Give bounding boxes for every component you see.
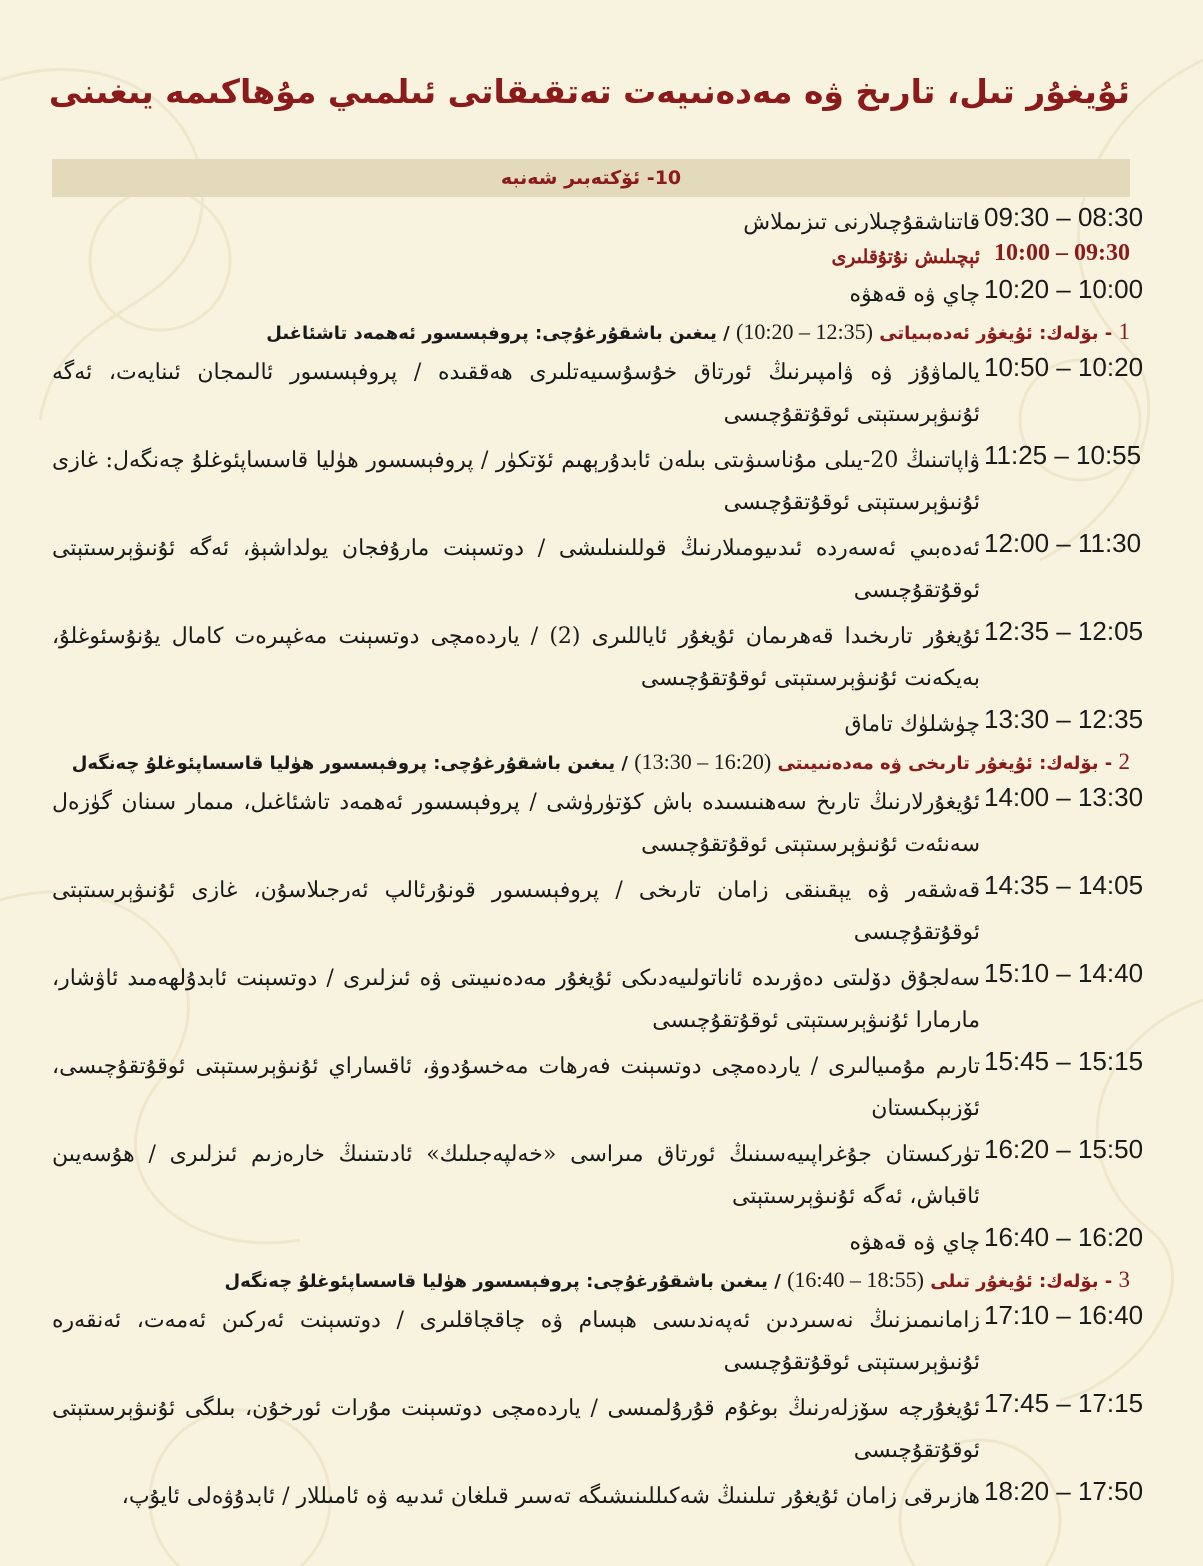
session-title: زامانىمىزنىڭ نەسىردىن ئەپەندىسى ھېسام ۋە چاقچاقلىرى / دوتسېنت ئەركىن ئەمەت، ئەنقەرە ئۇنىۋېرسىتېتى ئوقۇتقۇچىسى (52, 1308, 980, 1375)
section-number: 1 (1118, 319, 1130, 344)
session-time: 17:10 – 16:40 (984, 1300, 1144, 1330)
session-time: 18:20 – 17:50 (984, 1476, 1144, 1506)
session-time: 17:45 – 17:15 (984, 1388, 1144, 1418)
page-title: ئۇيغۇر تىل، تارىخ ۋە مەدەنىيەت تەتقىقاتى ئىلمىي مۇھاكىمە يىغىنى (48, 72, 1130, 111)
section-time-range: (12:35 – 10:20) (736, 319, 873, 344)
schedule-row (52, 1222, 1144, 1260)
session-time: 10:50 – 10:20 (984, 352, 1144, 382)
section-number: 3 (1118, 1267, 1130, 1292)
session-title: ئەدەبىي ئەسەردە ئىدىيومىلارنىڭ قوللىنىلىشى / دوتسېنت مارۇفجان يولداشېۋ، ئەگە ئۇنىۋېرسىتېتى ئوقۇتقۇچىسى (52, 536, 980, 603)
schedule-row (52, 1476, 1144, 1514)
schedule-row (52, 958, 1144, 1046)
session-time: 12:00 – 11:30 (984, 528, 1142, 558)
section-header-3 (52, 1260, 1130, 1300)
schedule-row (52, 1134, 1144, 1222)
session-title: ئۇيغۇرچە سۆزلەرنىڭ بوغۇم قۇرۇلمىسى / ياردەمچى دوتسېنت مۇرات ئورخۇن، بىلگى ئۇنىۋېرسىتېتى ئوقۇتقۇچىسى (52, 1396, 980, 1463)
session-time: 16:40 – 16:20 (984, 1222, 1144, 1252)
section-header-1 (52, 312, 1130, 352)
session-title: چاي ۋە قەھۋە (849, 282, 980, 307)
section-time-range: (16:20 – 13:30) (634, 749, 772, 774)
session-time: 16:20 – 15:50 (984, 1134, 1144, 1164)
section-chair: / يىغىن باشقۇرغۇچى: پروفېسسور ھۈليا قاسساپئوغلۇ چەنگەل (71, 753, 628, 774)
session-title: ئۇيغۇرلارنىڭ تارىخ سەھنىسىدە باش كۆتۈرۈشى / پروفېسسور ئەھمەد تاشئاغىل، مىمار سىنان گۈزەل سەنئەت ئۇنىۋېرسىتېتى ئوقۇتقۇچىسى (52, 790, 980, 857)
schedule-row (52, 1300, 1144, 1388)
schedule-row (52, 352, 1144, 440)
session-title: تارىم مۇمىيالىرى / ياردەمچى دوتسېنت فەرھات مەخسۇدوۋ، ئاقساراي ئۇنىۋېرسىتېتى ئوقۇتقۇچىسى، ئۆزبېكىستان (52, 1054, 980, 1121)
session-time: 11:25 – 10:55 (984, 440, 1142, 470)
session-time: 15:10 – 14:40 (984, 958, 1144, 988)
section-title: - بۆلەك: ئۇيغۇر ئەدەبىياتى (879, 323, 1113, 344)
session-title: چۈشلۈك تاماق (844, 712, 980, 737)
schedule-row (52, 870, 1144, 958)
section-title: - بۆلەك: ئۇيغۇر تىلى (930, 1271, 1113, 1292)
schedule-page (48, 0, 1144, 1566)
section-header-2 (52, 742, 1130, 782)
section-title: - بۆلەك: ئۇيغۇر تارىخى ۋە مەدەنىيىتى (777, 753, 1113, 774)
session-title: ئۇيغۇر تارىخىدا قەھرىمان ئۇيغۇر ئاياللىرى (2) / ياردەمچى دوتسېنت مەغپىرەت كامال يۇنۇسئوغلۇ، بەيكەنت ئۇنىۋېرسىتېتى ئوقۇتقۇچىسى (52, 624, 980, 691)
schedule-row (52, 202, 1144, 240)
schedule-row-opening (52, 240, 1130, 274)
session-title: ۋاپاتىنىڭ 20-يىلى مۇناسىۋىتى بىلەن ئابدۇرېھىم ئۆتكۈر / پروفېسسور ھۈليا قاسساپئوغلۇ چەنگەل: غازى ئۇنىۋېرسىتېتى ئوقۇتقۇچىسى (52, 448, 980, 515)
schedule-row (52, 274, 1144, 312)
schedule-row (52, 440, 1142, 528)
session-title: ھازىرقى زامان ئۇيغۇر تىلىنىڭ شەكىللىنىشىگە تەسىر قىلغان ئىدىيە ۋە ئامىللار / ئابدۇۋەلى ئايۇپ، (121, 1484, 980, 1509)
section-chair: / يىغىن باشقۇرغۇچى: پروفېسسور ئەھمەد تاشئاغىل (266, 323, 730, 344)
schedule-row (52, 616, 1144, 704)
session-title: قەشقەر ۋە يېقىنقى زامان تارىخى / پروفېسسور قونۇرئالپ ئەرجىلاسۇن، غازى ئۇنىۋېرسىتېتى ئوقۇتقۇچىسى (52, 878, 980, 945)
day-header: 10- ئۆكتەبىر شەنبە (52, 159, 1130, 197)
session-title: يالماۋۇز ۋە ۋامپىرنىڭ ئورتاق خۇسۇسىيەتلىرى ھەققىدە / پروفېسسور ئالىمجان ئىنايەت، ئەگە ئۇنىۋېرسىتېتى ئوقۇتقۇچىسى (52, 360, 980, 427)
schedule-row (52, 782, 1144, 870)
session-time: 13:30 – 12:35 (984, 704, 1144, 734)
session-time: 14:00 – 13:30 (984, 782, 1144, 812)
schedule-list (52, 202, 1144, 1514)
section-chair: / يىغىن باشقۇرغۇچى: پروفېسسور ھۈليا قاسساپئوغلۇ چەنگەل (224, 1271, 781, 1292)
session-time: 09:30 – 08:30 (984, 202, 1144, 232)
section-time-range: (18:55 – 16:40) (787, 1267, 924, 1292)
schedule-row (52, 528, 1142, 616)
schedule-row (52, 1388, 1144, 1476)
session-title: قاتناشقۇچىلارنى تىزىملاش (743, 210, 980, 235)
schedule-row (52, 1046, 1144, 1134)
session-time: 14:35 – 14:05 (984, 870, 1144, 900)
session-title: ئېچىلىش نۇتۇقلىرى (831, 246, 980, 268)
schedule-row (52, 704, 1144, 742)
session-time: 10:20 – 10:00 (984, 274, 1144, 304)
session-time: 10:00 – 09:30 (994, 240, 1130, 266)
session-time: 12:35 – 12:05 (984, 616, 1144, 646)
session-title: تۈركىستان جۇغراپىيەسىنىڭ ئورتاق مىراسى «خەلپەجىلىك» ئادىتىنىڭ خارەزىم ئىزلىرى / ھۇسەيىن ئاقباش، ئەگە ئۇنىۋېرسىتېتى (52, 1142, 980, 1209)
session-title: چاي ۋە قەھۋە (849, 1230, 980, 1255)
session-title: سەلجۇق دۆلىتى دەۋرىدە ئاناتولىيەدىكى ئۇيغۇر مەدەنىيىتى ۋە ئىزلىرى / دوتسېنت ئابدۇلھەمىد ئاۋشار، مارمارا ئۇنىۋېرسىتېتى ئوقۇتقۇچىسى (52, 966, 980, 1033)
section-number: 2 (1118, 749, 1130, 774)
session-time: 15:45 – 15:15 (984, 1046, 1144, 1076)
